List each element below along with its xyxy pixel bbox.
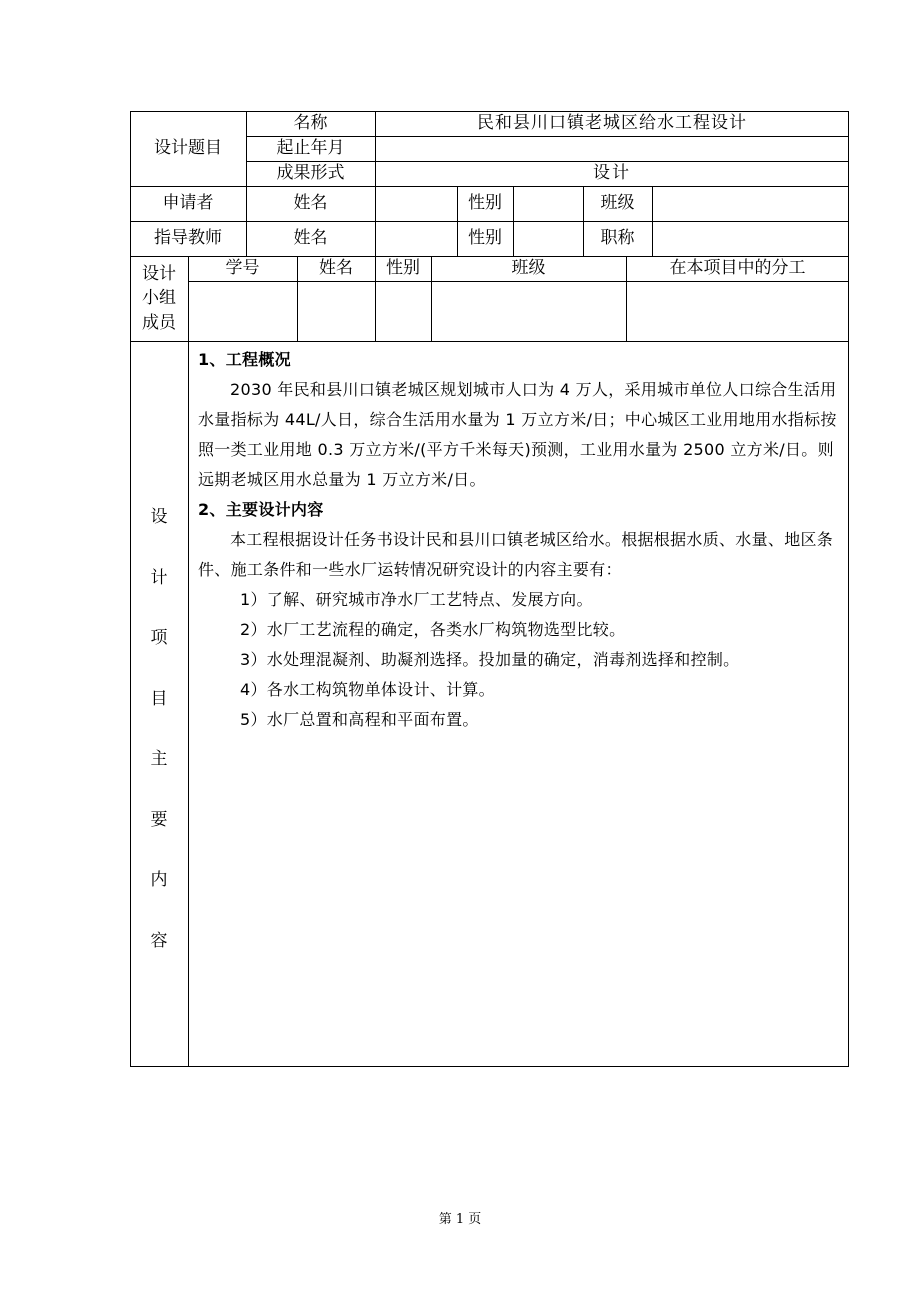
name-label: 名称 [293, 113, 328, 133]
list-item: 3）水处理混凝剂、助凝剂选择。投加量的确定，消毒剂选择和控制。 [240, 650, 740, 669]
column-student-id: 学号 [225, 258, 260, 278]
column-class: 班级 [511, 258, 546, 278]
list-item: 4）各水工构筑物单体设计、计算。 [240, 680, 495, 699]
period-label: 起止年月 [276, 138, 345, 158]
advisor-name-label: 姓名 [293, 228, 328, 248]
vertical-char: 要 [150, 809, 168, 830]
section1-title: 1、工程概况 [198, 350, 291, 369]
section2-text: 本工程根据设计任务书设计民和县川口镇老城区给水。根据根据水质、水量、地区条件、施工条件和一些水厂运转情况研究设计的内容主要有： [198, 530, 834, 579]
list-item: 2）水厂工艺流程的确定，各类水厂构筑物选型比较。 [240, 620, 626, 639]
vertical-char: 项 [150, 628, 168, 648]
group-members-label [130, 256, 188, 341]
vertical-char: 目 [150, 688, 168, 709]
vertical-char: 内 [150, 870, 168, 890]
vertical-char: 计 [150, 567, 168, 588]
vertical-char: 设 [150, 507, 168, 527]
group-label-line: 成员 [142, 312, 176, 333]
section1-text: 2030 年民和县川口镇老城区规划城市人口为 4 万人，采用城市单位人口综合生活用水量指标为 44L/人日，综合生活用水量为 1 万立方米/日；中心城区工业用地用水指标按照一类工业用地 0.3 万立方米/(平方千米每天)预测，工业用水量为 2500 立方米/日。则远期老城区用水总量为 1 万立方米/日。 [198, 380, 837, 489]
list-item: 5）水厂总置和高程和平面布置。 [240, 710, 479, 729]
column-name: 姓名 [319, 258, 353, 278]
main-content-vertical-label [130, 505, 188, 989]
application-form-table [130, 111, 849, 1067]
column-gender: 性别 [386, 258, 420, 278]
vertical-char: 主 [150, 749, 168, 769]
list-item: 1）了解、研究城市净水厂工艺特点、发展方向。 [240, 590, 593, 609]
form-label: 成果形式 [276, 163, 345, 183]
project-name-value[interactable]: 民和县川口镇老城区给水工程设计 [477, 113, 747, 133]
topic-label: 设计题目 [154, 138, 222, 158]
applicant-label: 申请者 [162, 193, 214, 213]
main-content [190, 345, 850, 735]
advisor-label: 指导教师 [154, 228, 222, 248]
section2-title: 2、主要设计内容 [198, 500, 324, 519]
applicant-class-label: 班级 [600, 193, 635, 213]
group-label-line: 设计 [142, 263, 176, 284]
period-value[interactable] [375, 136, 849, 161]
page-number: 第 1 页 [438, 1212, 482, 1227]
group-label-line: 小组 [142, 288, 176, 309]
vertical-char: 容 [150, 930, 168, 951]
form-value[interactable]: 设计 [593, 163, 631, 183]
applicant-gender-label: 性别 [468, 193, 502, 213]
column-role: 在本项目中的分工 [669, 258, 806, 278]
applicant-name-label: 姓名 [293, 193, 328, 213]
advisor-gender-label: 性别 [468, 228, 502, 248]
advisor-title-label: 职称 [600, 228, 635, 248]
